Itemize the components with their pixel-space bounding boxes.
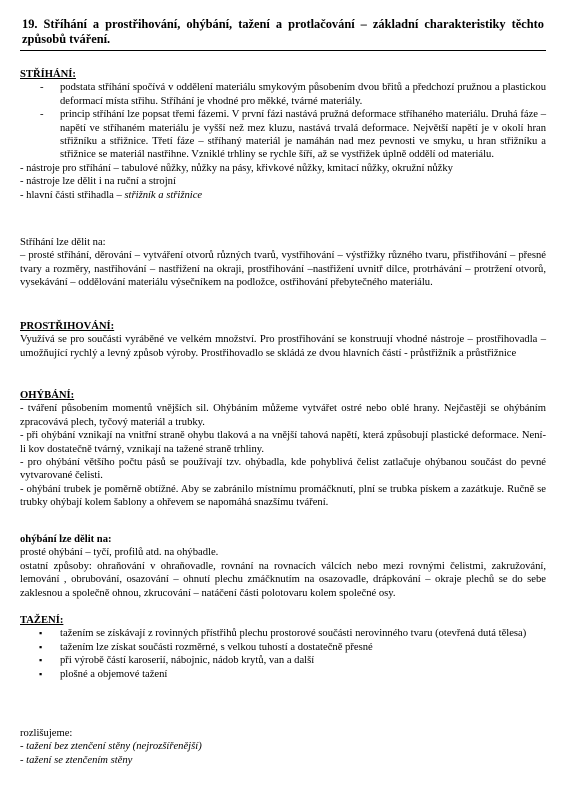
list-item-text: princip stříhání lze popsat třemi fázemi. V první fázi nastává pružná deformace stříhaného materiálu. Druhá fáze – napětí ve stříhaném materiálu je vyšší než mez kluzu, nastává trvalá deformace. Největší napětí je v okolí hran střižníku a střižnice. Třetí fáze – stříhaný materiál je namáhán nad mez pevnosti ve smyku, u hran střižníku a střižnice se materiál nastřihne. Vzniklé trhliny se rychle šíří, až se vystřižek úplně oddělí od materiálu.	[60, 109, 546, 161]
ohybani-simple: prosté ohýbání – tyčí, profilů atd. na ohýbadle.	[20, 547, 219, 559]
section-heading-strihani: STŘÍHÁNÍ:	[20, 69, 76, 80]
distinguish-label: rozlišujeme:	[20, 728, 73, 739]
title-underline	[20, 50, 546, 51]
section-ohybani	[20, 389, 546, 510]
page-title: 19. Stříhání a prostřihování, ohýbání, tažení a protlačování – základní charakteristiky těchto způsobů tváření.	[22, 17, 544, 46]
list-item: - ohýbání trubek je poměrně obtížné. Aby se zabránilo místnímu promáčknutí, plní se trubka pískem a zazátkuje. Ručně se trubky ohýbají kolem šablony a ohřevem se napomáhá snazšímu tváření.	[20, 483, 546, 509]
section-tazeni-variants	[20, 727, 546, 767]
list-item-text: podstata stříhání spočívá v oddělení materiálu smykovým působením dvou břitů a předchozí pružnou a plastickou deformací místa střihu. Stříhání je vhodné pro měkké, tvárné materiály.	[60, 82, 546, 107]
section-prostrihovani	[20, 320, 546, 360]
divide-intro: Stříhání lze dělit na:	[20, 237, 106, 248]
divide-text: – prosté stříhání, děrování – vytváření otvorů různých tvarů, vystřihování – výstřižky různého tvaru, přistřihování – přesné tvary a rozměry, nastřihování – nastřižení na okraji, prostřihování –nastřižení uvnitř dílce, protrhávání – protržení otvorů, vysekávání – oddělování materiálu výsečníkem na podložce, ostřihování přebytečného materiálu.	[20, 250, 546, 289]
dash-bullet: -	[40, 109, 44, 121]
list-item: - při ohýbání vznikají na vnitřní straně ohybu tlaková a na vnější tahová napětí, která způsobují plastické deformace. Není-li kov dostatečně tvárný, vznikají na tažené straně trhliny.	[20, 430, 546, 455]
list-item	[20, 81, 546, 108]
list-item: ▪ tažením se získávají z rovinných přístřihů plechu prostorové součásti nerovinného tvaru (otevřená dutá tělesa)	[60, 627, 546, 640]
die-parts-line	[20, 189, 546, 202]
dash-bullet: -	[40, 82, 44, 94]
section-heading-prostrihovani: PROSTŘIHOVÁNÍ:	[20, 321, 115, 332]
section-ohybani-divide	[20, 533, 546, 600]
ohybani-divide-heading: ohýbání lze dělit na:	[20, 534, 112, 545]
section-strihani-divide	[20, 236, 546, 290]
section-strihani	[20, 68, 546, 202]
prostrihovani-text: Využívá se pro součásti vyráběné ve velkém množství. Pro prostřihování se konstruují vhodné nástroje – prostřihovadla – umožňující rychlý a levný způsob výroby. Prostřihovadlo se skládá ze dvou hlavních částí - průstřižník a průstřižnice	[20, 334, 546, 359]
tools-line: - nástroje pro stříhání – tabulové nůžky, nůžky na pásy, křivkové nůžky, kmitací nůžky, okružní nůžky	[20, 162, 453, 174]
division-line: - nástroje lze dělit i na ruční a strojní	[20, 176, 176, 188]
list-item: ▪ tažením lze získat součásti rozměrné, s velkou tuhostí a dostatečně přesné	[60, 641, 546, 654]
die-parts-label: - hlavní části střihadla –	[20, 189, 125, 201]
ohybani-other: ostatní způsoby: ohraňování v ohraňovadle, rovnání na rovnacích válcích nebo mezi rovnými čelistmi, zakružování, lemování , obrubování, osazování – ohnutí plechu zmáčknutím na osazovadle, drápkování – okraje plechů se do sebe zaklesnou a společně ohnou, zkrucování – natáčení části polotovaru kolem společné osy.	[20, 560, 546, 599]
list-item: - tváření působením momentů vnějších sil. Ohýbáním můžeme vytvářet ostré nebo oblé hrany. Nejčastěji se ohýbáním zpracovává plech, tyčový materiál a trubky.	[20, 403, 546, 428]
list-item: ▪ při výrobě částí karoserií, nábojnic, nádob krytů, van a další	[60, 654, 546, 667]
list-item	[20, 108, 546, 162]
die-parts-italic: střižník a střižnice	[124, 189, 203, 201]
variant-item: - tažení bez ztenčení stěny (nejrozšířenější)	[20, 741, 202, 753]
section-heading-tazeni: TAŽENÍ:	[20, 615, 64, 626]
section-heading-ohybani: OHÝBÁNÍ:	[20, 390, 75, 401]
section-tazeni	[20, 614, 546, 681]
list-item: ▪ plošné a objemové tažení	[60, 668, 546, 681]
variant-item: - tažení se ztenčením stěny	[20, 754, 133, 766]
list-item: - pro ohýbání většího počtu pásů se používají tzv. ohýbadla, kde pohyblivá čelist zatlačuje ohýbanou součást do pevné vytvarované čelisti.	[20, 457, 546, 482]
